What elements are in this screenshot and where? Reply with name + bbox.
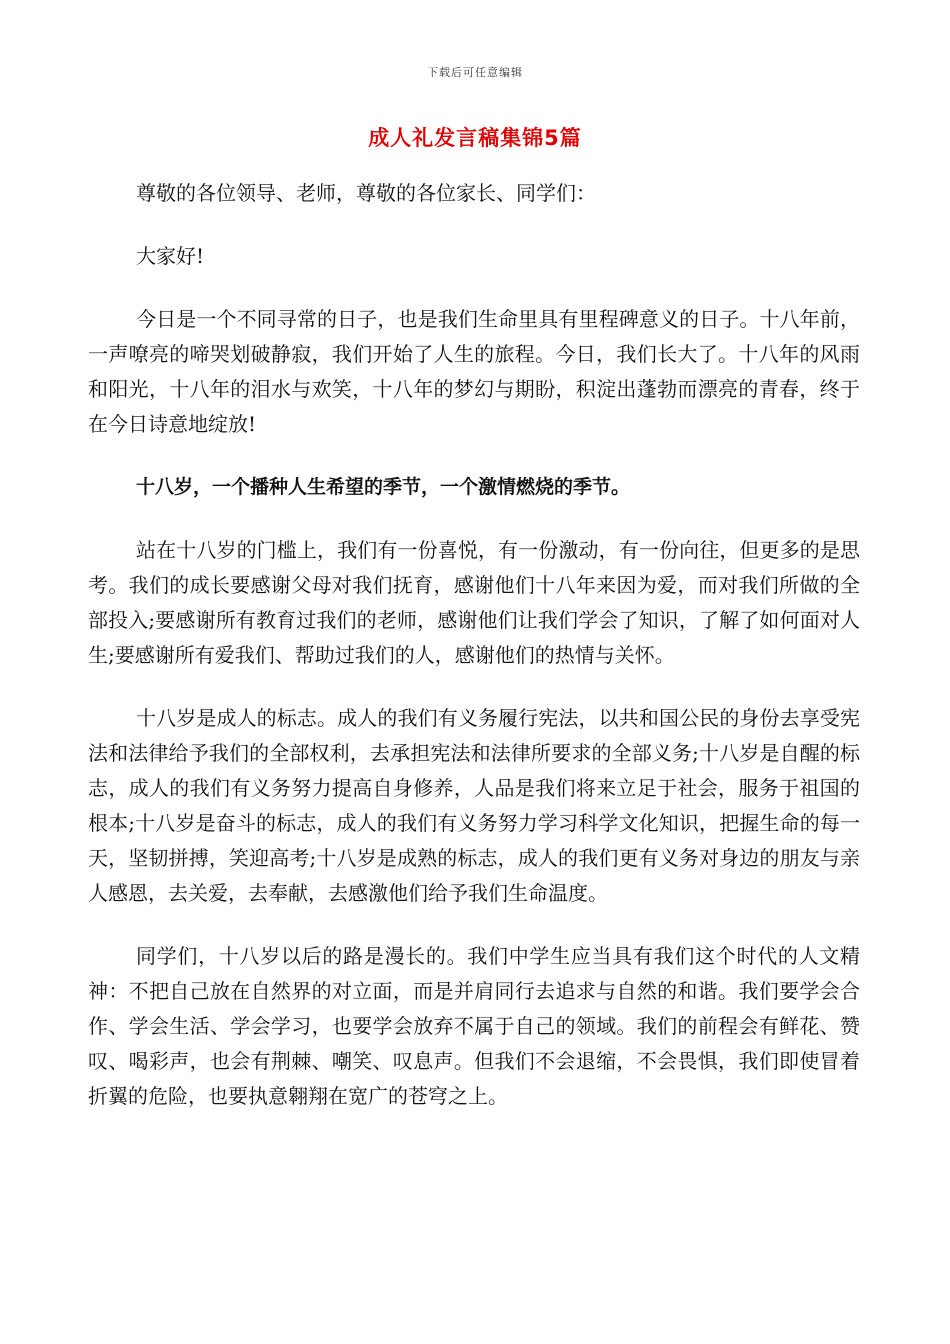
- salutation-paragraph: 尊敬的各位领导、老师，尊敬的各位家长、同学们：: [136, 181, 596, 205]
- document-body: [88, 176, 860, 1142]
- bold-theme-paragraph: 十八岁，一个播种人生希望的季节，一个激情燃烧的季节。: [136, 476, 631, 498]
- body-paragraph: 今日是一个不同寻常的日子，也是我们生命里具有里程碑意义的日子。十八年前，一声嘹亮的啼哭划破静寂，我们开始了人生的旅程。今日，我们长大了。十八年的风雨和阳光，十八年的泪水与欢笑，十八年的梦幻与期盼，积淀出蓬勃而漂亮的青春，终于在今日诗意地绽放!: [88, 307, 860, 436]
- body-paragraph: 同学们，十八岁以后的路是漫长的。我们中学生应当具有我们这个时代的人文精神：不把自己放在自然界的对立面，而是并肩同行去追求与自然的和谐。我们要学会合作、学会生活、学会学习，也要学会放弃不属于自己的领域。我们的前程会有鲜花、赞叹、喝彩声，也会有荆棘、嘲笑、叹息声。但我们不会退缩，不会畏惧，我们即使冒着折翼的危险，也要执意翱翔在宽广的苍穹之上。: [88, 944, 860, 1108]
- header-note: 下载后可任意编辑: [427, 66, 523, 79]
- body-paragraph: 站在十八岁的门槛上，我们有一份喜悦，有一份激动，有一份向往，但更多的是思考。我们的成长要感谢父母对我们抚育，感谢他们十八年来因为爱，而对我们所做的全部投入;要感谢所有教育过我们的老师，感谢他们让我们学会了知识，了解了如何面对人生;要感谢所有爱我们、帮助过我们的人，感谢他们的热情与关怀。: [88, 538, 860, 667]
- greeting-paragraph: 大家好!: [136, 244, 205, 268]
- document-title: 成人礼发言稿集锦5篇: [368, 126, 582, 150]
- body-paragraph: 十八岁是成人的标志。成人的我们有义务履行宪法，以共和国公民的身份去享受宪法和法律给予我们的全部权利，去承担宪法和法律所要求的全部义务;十八岁是自醒的标志，成人的我们有义务努力提高自身修养，人品是我们将来立足于社会，服务于祖国的根本;十八岁是奋斗的标志，成人的我们有义务努力学习科学文化知识，把握生命的每一天，坚韧拼搏，笑迎高考;十八岁是成熟的标志，成人的我们更有义务对身边的朋友与亲人感恩，去关爱，去奉献，去感激他们给予我们生命温度。: [88, 706, 860, 905]
